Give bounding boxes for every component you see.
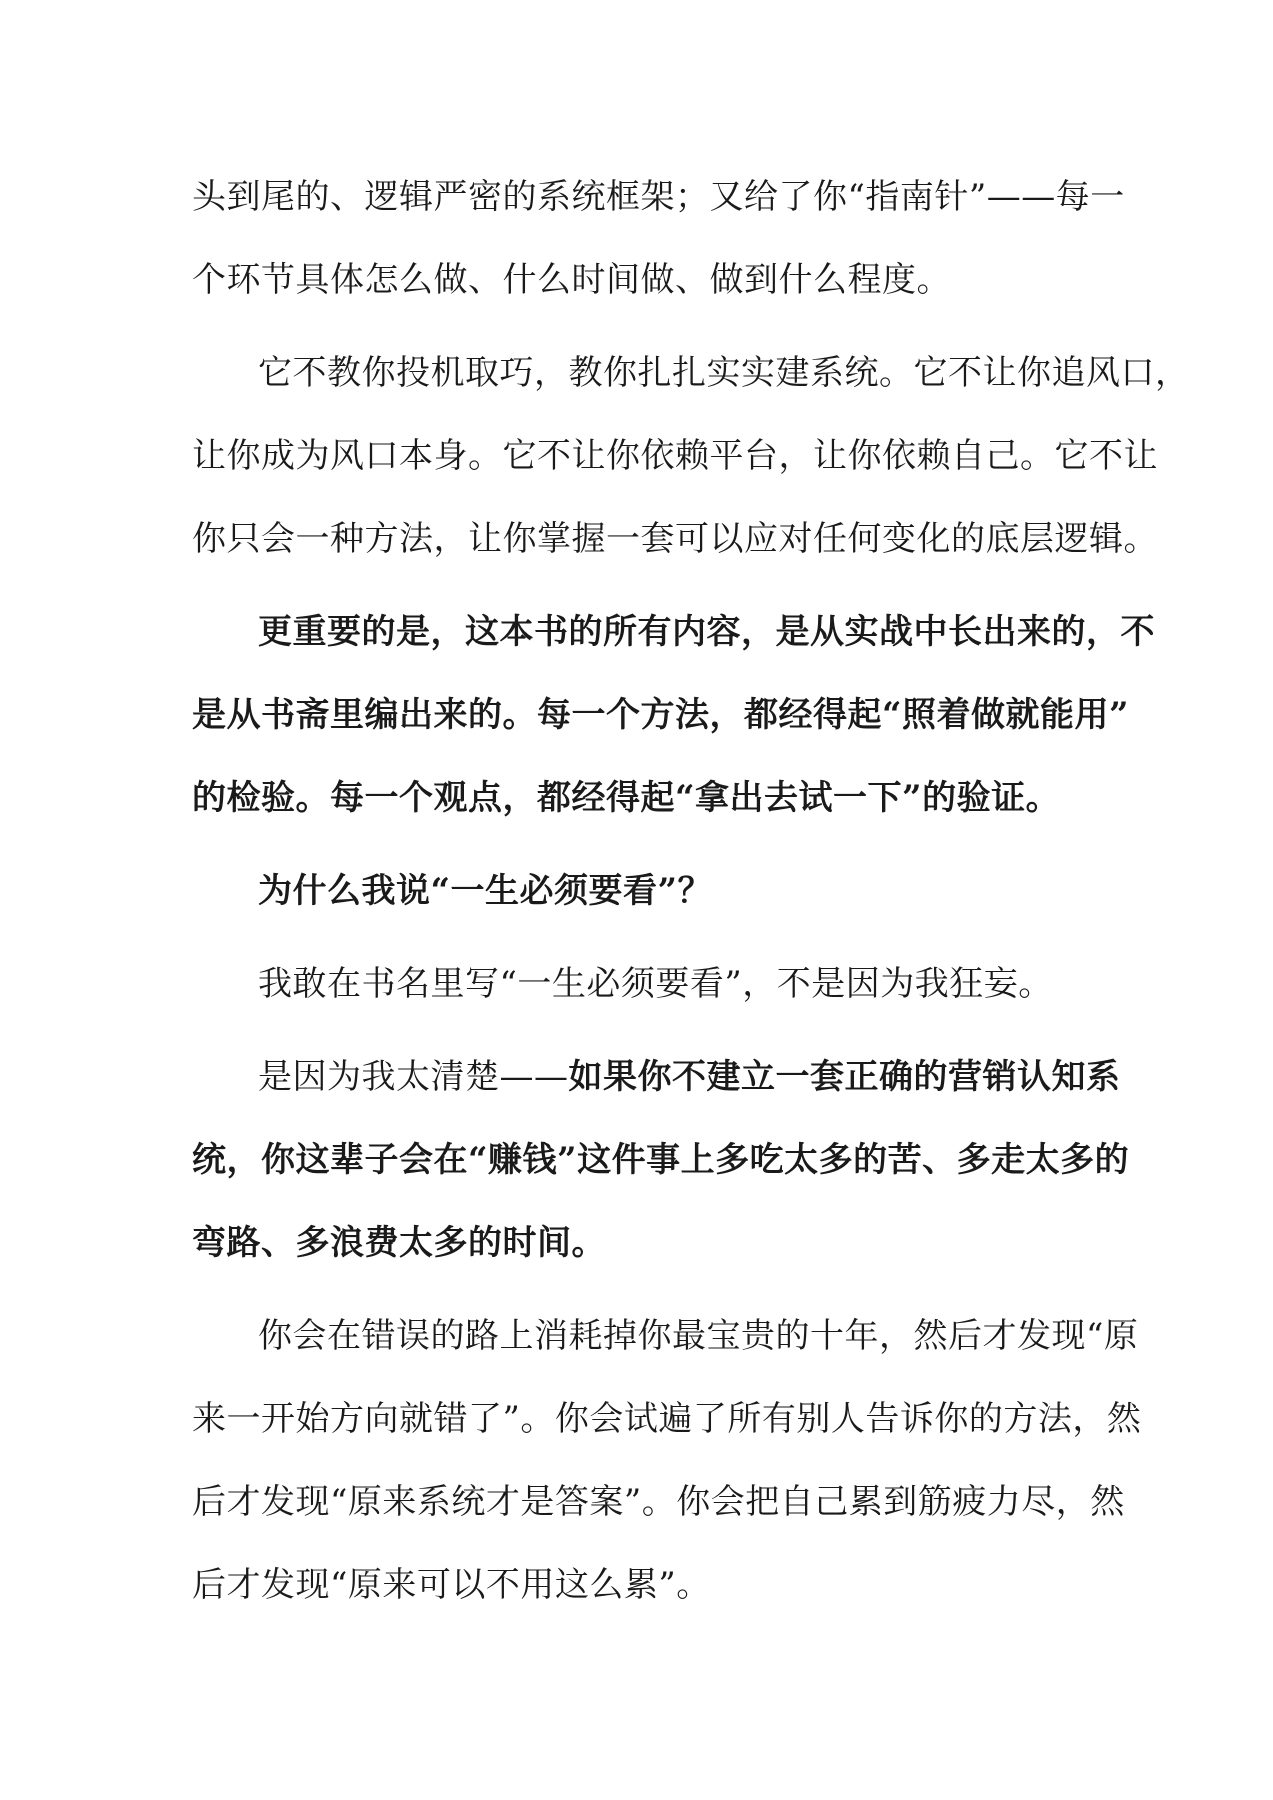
text-line: 后才发现“原来可以不用这么累”。 [192,1565,711,1605]
text-line: 弯路、多浪费太多的时间。 [192,1223,606,1263]
text-line: 来一开始方向就错了”。你会试遍了所有别人告诉你的方法，然 [192,1399,1142,1439]
text-line: 它不教你投机取巧，教你扎扎实实建系统。它不让你追风口， [258,353,1190,393]
text-line: 更重要的是，这本书的所有内容，是从实战中长出来的，不 [258,612,1155,652]
text-line: 我敢在书名里写“一生必须要看”，不是因为我狂妄。 [258,964,1053,1004]
mixed-text-line [258,1057,1121,1097]
text-line: 统，你这辈子会在“赚钱”这件事上多吃太多的苦、多走太多的 [192,1140,1130,1180]
text-line: 后才发现“原来系统才是答案”。你会把自己累到筋疲力尽，然 [192,1482,1125,1522]
text-line: 头到尾的、逻辑严密的系统框架；又给了你“指南针”——每一 [192,177,1125,217]
text-line: 个环节具体怎么做、什么时间做、做到什么程度。 [192,260,951,300]
text-line: 让你成为风口本身。它不让你依赖平台，让你依赖自己。它不让 [192,436,1158,476]
text-segment-bold: 如果你不建立一套正确的营销认知系 [568,1057,1121,1097]
text-line: 你只会一种方法，让你掌握一套可以应对任何变化的底层逻辑。 [192,519,1158,559]
text-segment: 是因为我太清楚—— [258,1057,569,1097]
text-line: 是从书斋里编出来的。每一个方法，都经得起“照着做就能用” [192,695,1130,735]
text-line: 的检验。每一个观点，都经得起“拿出去试一下”的验证。 [192,778,1061,818]
text-line: 你会在错误的路上消耗掉你最宝贵的十年，然后才发现“原 [258,1316,1139,1356]
section-heading: 为什么我说“一生必须要看”？ [258,871,713,911]
